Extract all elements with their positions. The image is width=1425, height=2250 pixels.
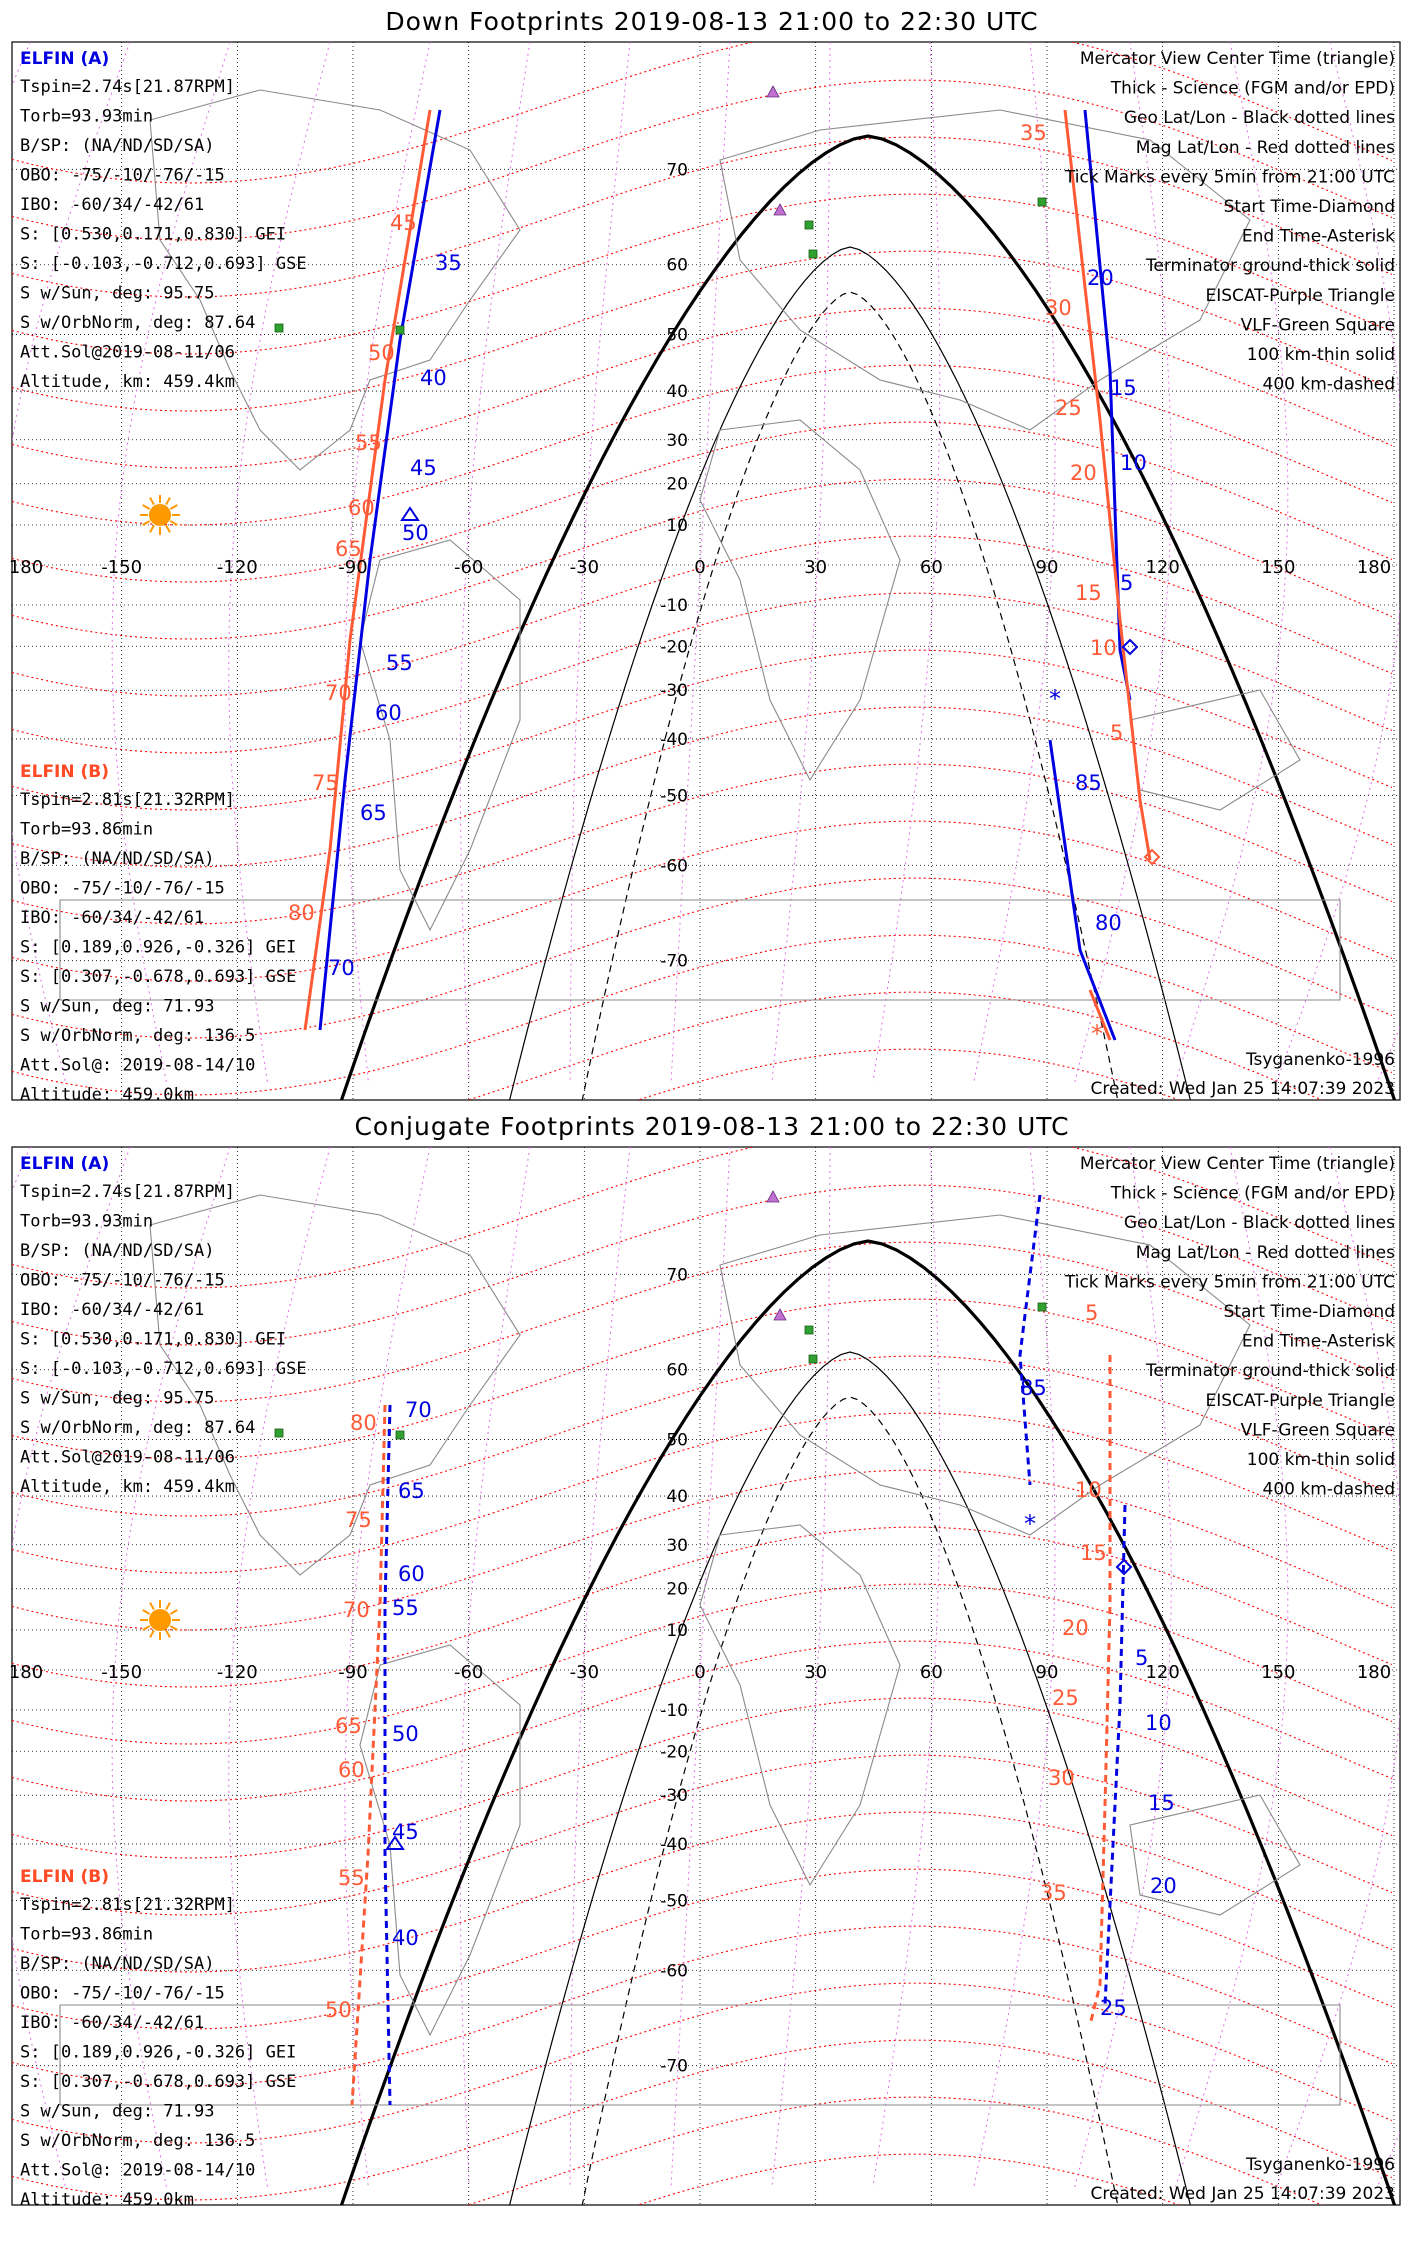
track-tick-label: 10 xyxy=(1075,1478,1102,1502)
track-tick-label: 50 xyxy=(392,1722,419,1746)
track-tick-label: 65 xyxy=(360,801,387,825)
lon-label: 0 xyxy=(694,1662,706,1683)
track-tick-label: 55 xyxy=(392,1596,419,1620)
panel-conjugate xyxy=(0,1112,1425,2250)
track-tick-label: 70 xyxy=(405,1398,432,1422)
elfin-a-info-line: S: [0.530,0.171,0.830] GEI xyxy=(20,224,287,245)
track-tick-label: 75 xyxy=(312,771,339,795)
lat-label: 30 xyxy=(666,1535,688,1556)
elfin-a-info-line: Torb=93.93min xyxy=(20,106,154,127)
track-tick-label: 30 xyxy=(1045,296,1072,320)
elfin-a-info-line: S w/OrbNorm, deg: 87.64 xyxy=(20,1418,256,1438)
lat-label: -30 xyxy=(660,1786,688,1807)
lon-label: 90 xyxy=(1035,557,1059,578)
elfin-a-info-line: S: [0.530,0.171,0.830] GEI xyxy=(20,1329,287,1350)
track-tick-label: 40 xyxy=(392,1926,419,1950)
elfin-b-info-line: S: [0.189,0.926,-0.326] GEI xyxy=(20,2042,297,2063)
lon-label: -90 xyxy=(338,557,368,578)
elfin-b-info-line: Altitude: 459.0km xyxy=(20,2190,194,2210)
legend-item: 400 km-dashed xyxy=(1262,374,1395,395)
elfin-a-info-line: B/SP: (NA/ND/SD/SA) xyxy=(20,136,215,156)
vlf-square-icon xyxy=(275,324,283,332)
elfin-b-info-line: Tspin=2.81s[21.32RPM] xyxy=(20,1895,235,1915)
track-tick-label: 35 xyxy=(1040,1881,1067,1905)
track-tick-label: 70 xyxy=(328,956,355,980)
lat-label: -50 xyxy=(660,1891,688,1912)
lat-label: -20 xyxy=(660,637,688,658)
elfin-a-info-line: B/SP: (NA/ND/SD/SA) xyxy=(20,1241,215,1261)
track-tick-label: 15 xyxy=(1080,1541,1107,1565)
lat-label: 50 xyxy=(666,325,688,346)
elfin-b-info-line: IBO: -60/34/-42/61 xyxy=(20,2013,205,2033)
elfin-a-info-line: S w/Sun, deg: 95.75 xyxy=(20,283,215,304)
track-tick-label: 25 xyxy=(1052,1686,1079,1710)
elfin-b-info-line: Altitude: 459.0km xyxy=(20,1085,194,1105)
lon-label: 180 xyxy=(8,557,44,578)
track-tick-label: 5 xyxy=(1110,721,1124,745)
lon-label: 180 xyxy=(1356,1662,1392,1683)
legend-item: VLF-Green Square xyxy=(1240,1420,1395,1441)
legend-item: VLF-Green Square xyxy=(1240,315,1395,336)
vlf-square-icon xyxy=(1038,1303,1046,1311)
track-tick-label: 85 xyxy=(1020,1376,1047,1400)
elfin-b-info-line: S w/Sun, deg: 71.93 xyxy=(20,996,215,1017)
legend-item: End Time-Asterisk xyxy=(1241,226,1395,247)
legend-item: Mercator View Center Time (triangle) xyxy=(1079,1154,1395,1174)
lon-label: 60 xyxy=(919,1662,943,1683)
elfin-b-label: ELFIN (B) xyxy=(20,1867,110,1887)
track-tick-label: 60 xyxy=(375,701,402,725)
elfin-a-label: ELFIN (A) xyxy=(20,1154,110,1174)
vlf-square-icon xyxy=(1038,198,1046,206)
elfin-a-info-line: OBO: -75/-10/-76/-15 xyxy=(20,165,225,186)
elfin-a-info-line: S w/Sun, deg: 95.75 xyxy=(20,1388,215,1409)
lat-label: -50 xyxy=(660,786,688,807)
lat-label: -60 xyxy=(660,1961,688,1982)
lat-label: 30 xyxy=(666,430,688,451)
track-tick-label: 60 xyxy=(338,1758,365,1782)
vlf-square-icon xyxy=(396,1431,404,1439)
elfin-a-label: ELFIN (A) xyxy=(20,49,110,69)
track-tick-label: 65 xyxy=(335,537,362,561)
elfin-a-info-line: S: [-0.103,-0.712,0.693] GSE xyxy=(20,1359,307,1379)
elfin-a-info-line: IBO: -60/34/-42/61 xyxy=(20,195,205,215)
vlf-square-icon xyxy=(805,221,813,229)
track-tick-label: 20 xyxy=(1062,1616,1089,1640)
legend-item: Geo Lat/Lon - Black dotted lines xyxy=(1123,1213,1395,1234)
elfin-a-info-line: Tspin=2.74s[21.87RPM] xyxy=(20,77,235,97)
track-tick-label: 80 xyxy=(350,1411,377,1435)
lat-label: 40 xyxy=(666,1487,688,1508)
track-tick-label: 5 xyxy=(1135,1646,1149,1670)
legend-item: Tick Marks every 5min from 21:00 UTC xyxy=(1064,167,1395,188)
legend-item: Geo Lat/Lon - Black dotted lines xyxy=(1123,108,1395,129)
track-tick-label: 55 xyxy=(386,651,413,675)
elfin-a-info-line: IBO: -60/34/-42/61 xyxy=(20,1300,205,1320)
track-tick-label: 20 xyxy=(1150,1874,1177,1898)
track-tick-label: 15 xyxy=(1148,1791,1175,1815)
lat-label: -20 xyxy=(660,1742,688,1763)
track-tick-label: 45 xyxy=(390,211,417,235)
track-tick-label: 50 xyxy=(325,1998,352,2022)
track-tick-label: 25 xyxy=(1100,1996,1127,2020)
lon-label: 150 xyxy=(1261,557,1296,578)
created-timestamp: Created: Wed Jan 25 14:07:39 2023 xyxy=(1090,1079,1395,1099)
track-tick-label: 5 xyxy=(1085,1301,1099,1325)
elfin-b-info-line: S w/OrbNorm, deg: 136.5 xyxy=(20,2131,256,2151)
elfin-a-info-line: OBO: -75/-10/-76/-15 xyxy=(20,1270,225,1291)
lon-label: 0 xyxy=(694,557,706,578)
track-tick-label: 50 xyxy=(402,521,429,545)
mag-latitude-line xyxy=(12,2211,1392,2250)
track-tick-label: 25 xyxy=(1055,396,1082,420)
elfin-b-info-line: OBO: -75/-10/-76/-15 xyxy=(20,1983,225,2004)
lat-label: -70 xyxy=(660,951,688,972)
lon-label: -90 xyxy=(338,1662,368,1683)
lon-label: -120 xyxy=(216,1662,258,1683)
elfin-b-info-line: Att.Sol@: 2019-08-14/10 xyxy=(20,1055,256,1076)
vlf-square-icon xyxy=(275,1429,283,1437)
elfin-b-info-line: IBO: -60/34/-42/61 xyxy=(20,908,205,928)
lat-label: 10 xyxy=(666,1621,688,1642)
lon-label: -150 xyxy=(101,557,143,578)
lat-label: 70 xyxy=(666,160,688,181)
end-asterisk-icon: * xyxy=(1049,685,1061,713)
elfin-a-info-line: Att.Sol@2019-08-11/06 xyxy=(20,342,235,363)
lon-label: -30 xyxy=(569,1662,600,1683)
panel-title: Conjugate Footprints 2019-08-13 21:00 to 22:30 UTC xyxy=(354,1112,1070,1141)
track-tick-label: 60 xyxy=(398,1562,425,1586)
elfin-b-info-line: Torb=93.86min xyxy=(20,1924,154,1945)
elfin-b-info-line: S w/Sun, deg: 71.93 xyxy=(20,2101,215,2122)
track-tick-label: 80 xyxy=(1095,911,1122,935)
track-tick-label: 10 xyxy=(1120,451,1147,475)
elfin-a-info-line: Att.Sol@2019-08-11/06 xyxy=(20,1447,235,1468)
elfin-a-info-line: S: [-0.103,-0.712,0.693] GSE xyxy=(20,254,307,274)
lat-label: -10 xyxy=(660,595,688,616)
elfin-a-info-line: S w/OrbNorm, deg: 87.64 xyxy=(20,313,256,333)
lat-label: 40 xyxy=(666,382,688,403)
lon-label: -150 xyxy=(101,1662,143,1683)
lon-label: -60 xyxy=(453,557,484,578)
end-asterisk-icon: * xyxy=(1024,1510,1036,1538)
lat-label: 60 xyxy=(666,255,688,276)
elfin-b-info-line: B/SP: (NA/ND/SD/SA) xyxy=(20,849,215,869)
elfin-b-info-line: S: [0.307,-0.678,0.693] GSE xyxy=(20,967,297,987)
legend-item: 400 km-dashed xyxy=(1262,1479,1395,1500)
track-tick-label: 40 xyxy=(420,366,447,390)
lon-label: -120 xyxy=(216,557,258,578)
track-tick-label: 15 xyxy=(1075,581,1102,605)
track-tick-label: 10 xyxy=(1090,636,1117,660)
track-tick-label: 55 xyxy=(355,431,382,455)
lon-label: 90 xyxy=(1035,1662,1059,1683)
elfin-b-info-line: S: [0.307,-0.678,0.693] GSE xyxy=(20,2072,297,2092)
lat-label: -40 xyxy=(660,1834,688,1855)
track-tick-label: 70 xyxy=(343,1598,370,1622)
track-tick-label: 5 xyxy=(1120,571,1134,595)
lon-label: 30 xyxy=(804,557,828,578)
legend-item: Mercator View Center Time (triangle) xyxy=(1079,49,1395,69)
elfin-a-info-line: Torb=93.93min xyxy=(20,1211,154,1232)
track-tick-label: 55 xyxy=(338,1866,365,1890)
panel-title: Down Footprints 2019-08-13 21:00 to 22:30 UTC xyxy=(385,7,1039,36)
legend-item: EISCAT-Purple Triangle xyxy=(1205,1390,1395,1411)
track-tick-label: 15 xyxy=(1110,376,1137,400)
legend-item: 100 km-thin solid xyxy=(1246,1450,1395,1470)
lon-label: 150 xyxy=(1261,1662,1296,1683)
lon-label: -30 xyxy=(569,557,600,578)
lat-label: -30 xyxy=(660,681,688,702)
track-tick-label: 50 xyxy=(368,341,395,365)
lon-label: 30 xyxy=(804,1662,828,1683)
track-tick-label: 20 xyxy=(1070,461,1097,485)
lat-label: -40 xyxy=(660,729,688,750)
track-tick-label: 10 xyxy=(1145,1711,1172,1735)
track-tick-label: 35 xyxy=(435,251,462,275)
lon-label: 120 xyxy=(1145,1662,1180,1683)
legend-item: Start Time-Diamond xyxy=(1223,197,1395,217)
track-tick-label: 65 xyxy=(398,1479,425,1503)
track-tick-label: 85 xyxy=(1075,771,1102,795)
legend-item: Tick Marks every 5min from 21:00 UTC xyxy=(1064,1272,1395,1293)
elfin-b-info-line: B/SP: (NA/ND/SD/SA) xyxy=(20,1954,215,1974)
elfin-a-info-line: Tspin=2.74s[21.87RPM] xyxy=(20,1182,235,1202)
track-tick-label: 45 xyxy=(410,456,437,480)
elfin-b-info-line: OBO: -75/-10/-76/-15 xyxy=(20,878,225,899)
lat-label: 60 xyxy=(666,1360,688,1381)
lat-label: 50 xyxy=(666,1430,688,1451)
elfin-b-info-line: S: [0.189,0.926,-0.326] GEI xyxy=(20,937,297,958)
vlf-square-icon xyxy=(809,250,817,258)
elfin-b-info-line: Tspin=2.81s[21.32RPM] xyxy=(20,790,235,810)
elfin-a-info-line: Altitude, km: 459.4km xyxy=(20,1477,235,1497)
legend-item: End Time-Asterisk xyxy=(1241,1331,1395,1352)
elfin-b-label: ELFIN (B) xyxy=(20,762,110,782)
lat-label: -60 xyxy=(660,856,688,877)
lon-label: 180 xyxy=(1356,557,1392,578)
lon-label: 60 xyxy=(919,557,943,578)
track-tick-label: 35 xyxy=(1020,121,1047,145)
legend-item: Start Time-Diamond xyxy=(1223,1302,1395,1322)
elfin-b-info-line: Att.Sol@: 2019-08-14/10 xyxy=(20,2160,256,2181)
vlf-square-icon xyxy=(805,1326,813,1334)
track-tick-label: 80 xyxy=(288,901,315,925)
legend-item: Terminator ground-thick solid xyxy=(1145,256,1395,277)
track-tick-label: 75 xyxy=(345,1508,372,1532)
legend-item: Mag Lat/Lon - Red dotted lines xyxy=(1135,137,1395,158)
lon-label: 180 xyxy=(8,1662,44,1683)
model-label: Tsyganenko-1996 xyxy=(1245,1050,1395,1070)
track-tick-label: 45 xyxy=(392,1820,419,1844)
legend-item: Thick - Science (FGM and/or EPD) xyxy=(1110,1183,1395,1204)
track-tick-label: 30 xyxy=(1048,1766,1075,1790)
track-tick-label: 65 xyxy=(335,1714,362,1738)
lat-label: 20 xyxy=(666,1579,688,1600)
lat-label: 10 xyxy=(666,516,688,537)
legend-item: Thick - Science (FGM and/or EPD) xyxy=(1110,78,1395,99)
end-asterisk-icon: * xyxy=(1091,1020,1103,1048)
track-tick-label: 20 xyxy=(1087,266,1114,290)
lon-label: 120 xyxy=(1145,557,1180,578)
lon-label: -60 xyxy=(453,1662,484,1683)
legend-item: Mag Lat/Lon - Red dotted lines xyxy=(1135,1242,1395,1263)
track-tick-label: 70 xyxy=(325,681,352,705)
created-timestamp: Created: Wed Jan 25 14:07:39 2023 xyxy=(1090,2184,1395,2204)
elfin-b-info-line: S w/OrbNorm, deg: 136.5 xyxy=(20,1026,256,1046)
legend-item: EISCAT-Purple Triangle xyxy=(1205,285,1395,306)
model-label: Tsyganenko-1996 xyxy=(1245,2155,1395,2175)
lat-label: -10 xyxy=(660,1700,688,1721)
lat-label: -70 xyxy=(660,2056,688,2077)
elfin-b-info-line: Torb=93.86min xyxy=(20,819,154,840)
lat-label: 20 xyxy=(666,474,688,495)
track-tick-label: 60 xyxy=(348,496,375,520)
legend-item: 100 km-thin solid xyxy=(1246,345,1395,365)
vlf-square-icon xyxy=(809,1355,817,1363)
lat-label: 70 xyxy=(666,1265,688,1286)
legend-item: Terminator ground-thick solid xyxy=(1145,1361,1395,1382)
elfin-a-info-line: Altitude, km: 459.4km xyxy=(20,372,235,392)
vlf-square-icon xyxy=(396,326,404,334)
